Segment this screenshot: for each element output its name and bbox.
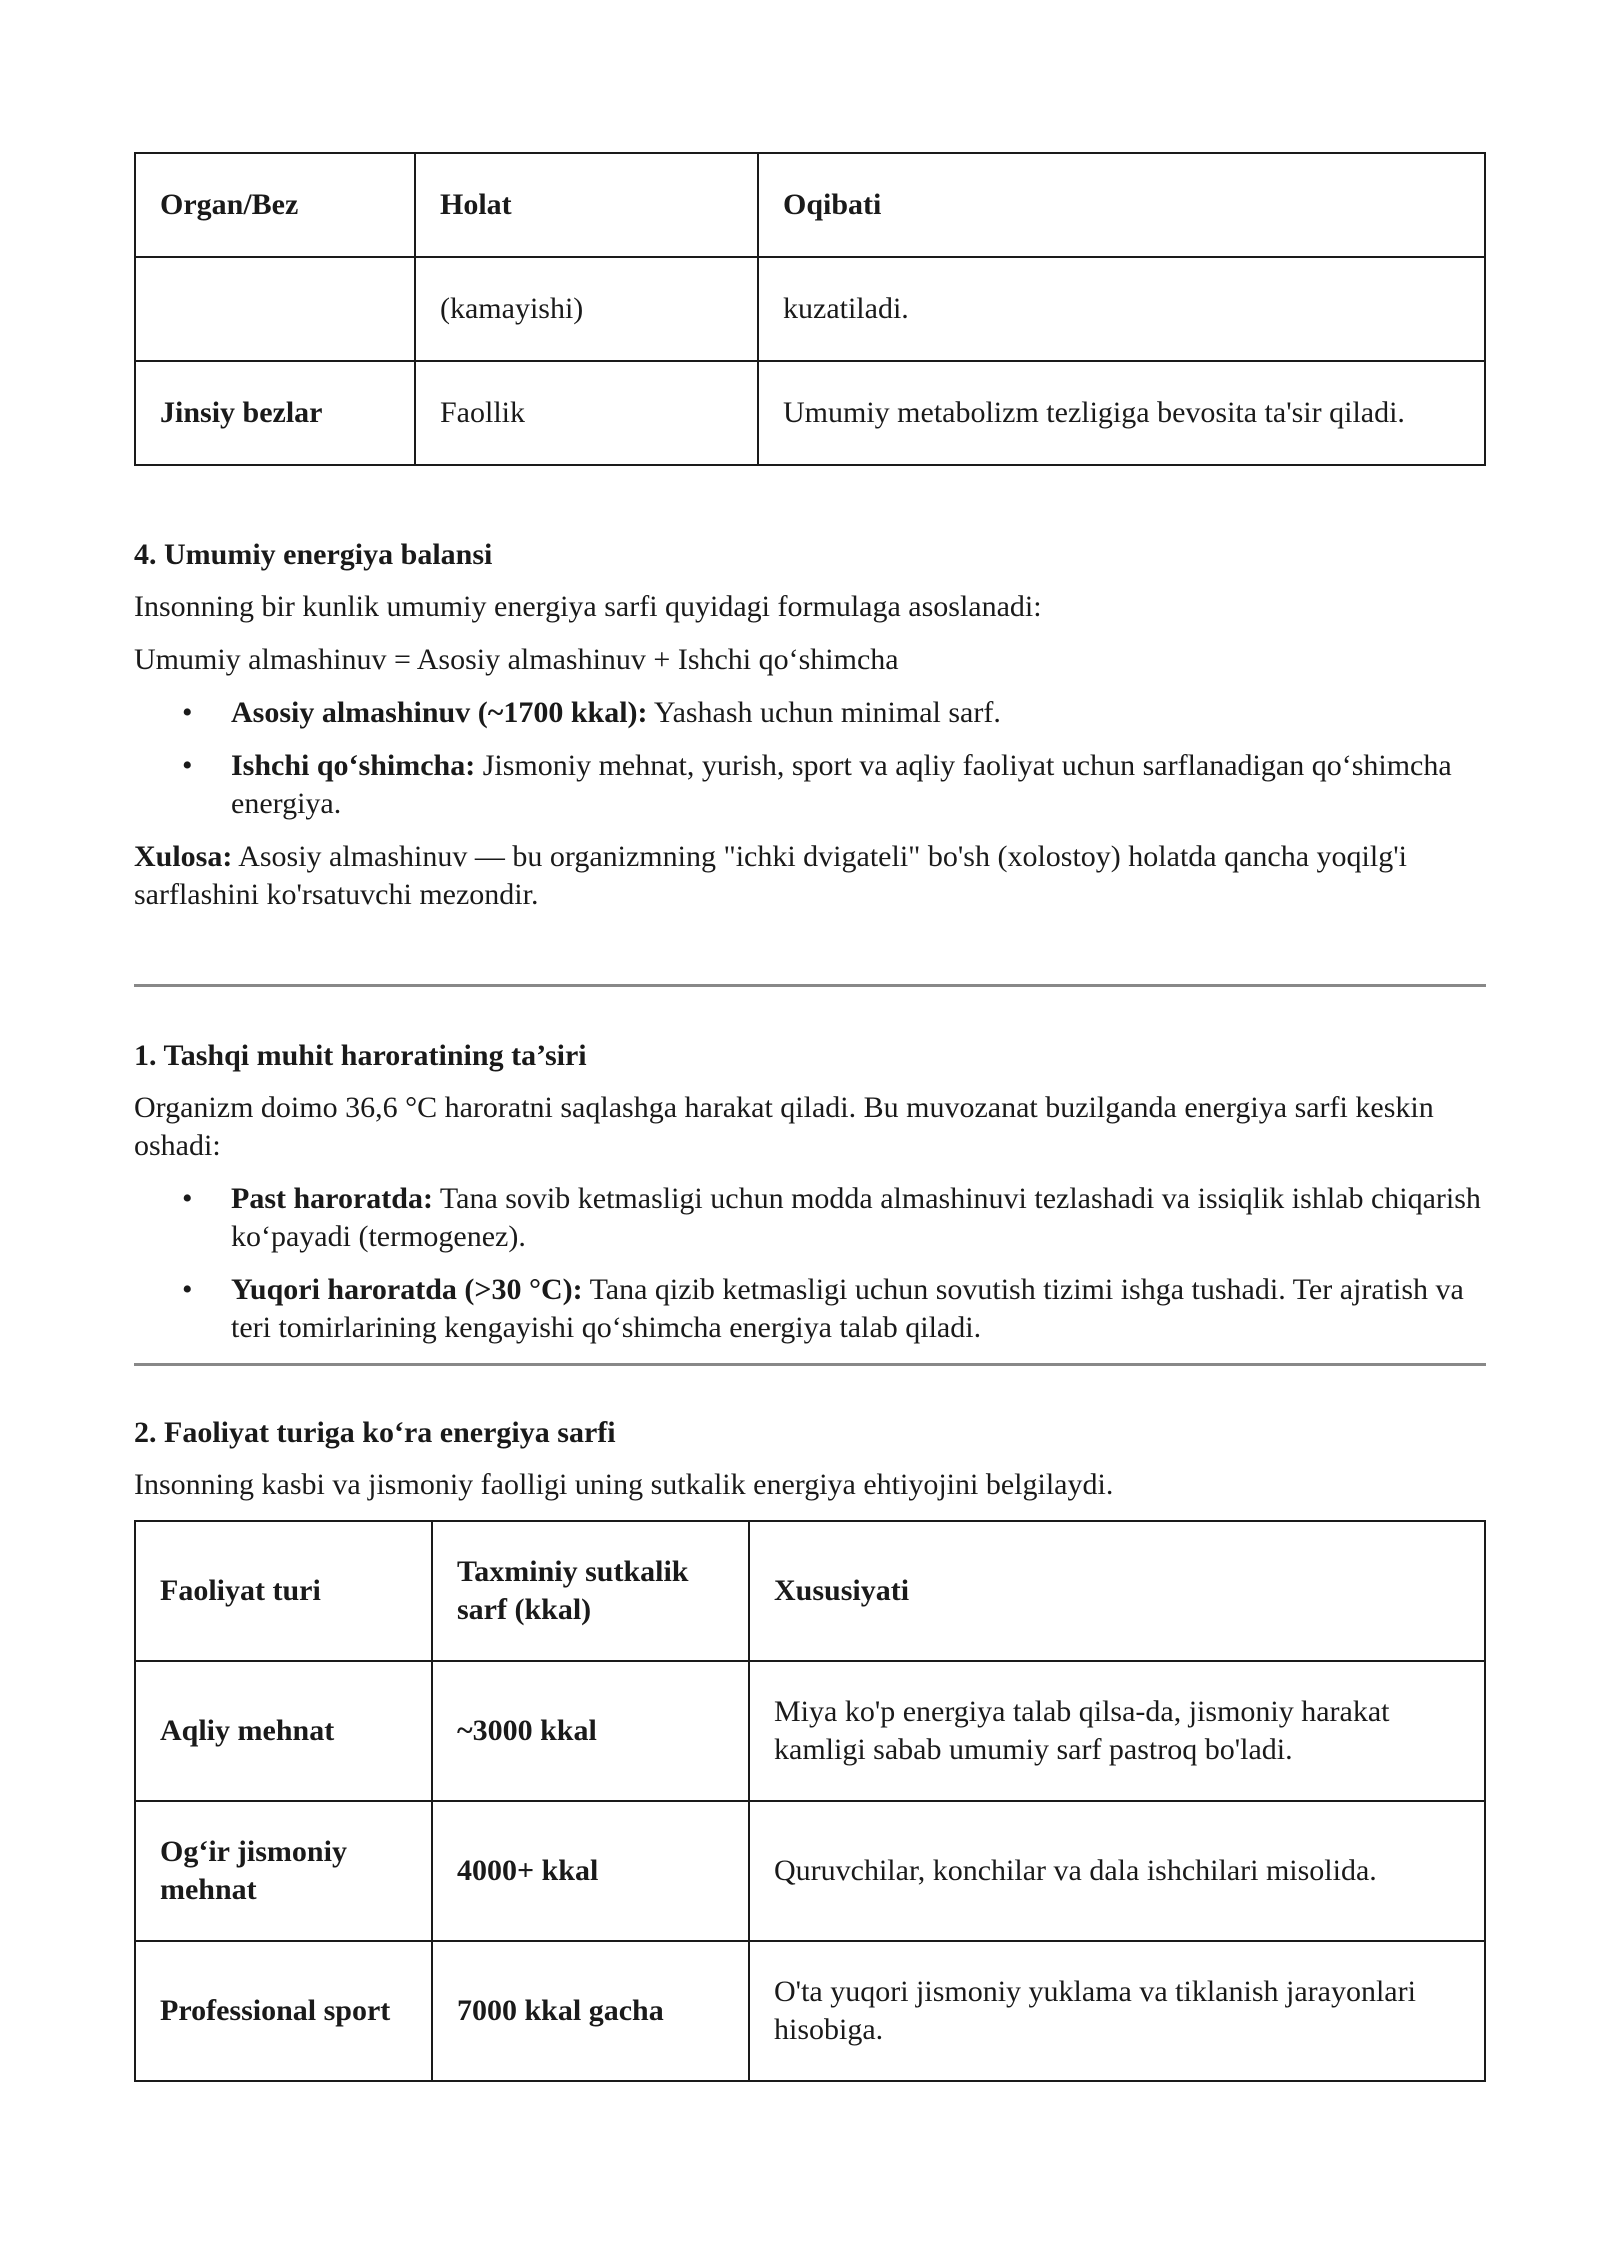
- table-cell: ~3000 kkal: [432, 1661, 749, 1801]
- list-item-label: Asosiy almashinuv (~1700 kkal):: [231, 696, 648, 729]
- document-page: [134, 152, 1486, 2082]
- table-cell: 4000+ kkal: [432, 1801, 749, 1941]
- divider: [134, 984, 1486, 987]
- formula: Umumiy almashinuv = Asosiy almashinuv + Ishchi qo‘shimcha: [134, 643, 899, 676]
- table-header-row: [135, 153, 1485, 257]
- table-cell: 7000 kkal gacha: [432, 1941, 749, 2081]
- list-item-label: Past haroratda:: [231, 1182, 433, 1215]
- list-item-label: Ishchi qo‘shimcha:: [231, 749, 476, 782]
- conclusion: [134, 838, 1486, 914]
- section-heading: 2. Faoliyat turiga ko‘ra energiya sarfi: [134, 1416, 616, 1449]
- paragraph: Insonning kasbi va jismoniy faolligi uning sutkalik energiya ehtiyojini belgilaydi.: [134, 1468, 1114, 1501]
- bullet-list: [134, 1180, 1486, 1347]
- table-cell: Jinsiy bezlar: [135, 361, 415, 465]
- table-row: [135, 361, 1485, 465]
- bullet-list: [134, 694, 1486, 823]
- bullet-icon: •: [182, 696, 193, 729]
- table-row: [135, 1941, 1485, 2081]
- table-header-cell: Xususiyati: [749, 1521, 1485, 1661]
- table-cell: Og‘ir jismoniy mehnat: [135, 1801, 432, 1941]
- table-header-cell: Holat: [415, 153, 758, 257]
- table-cell: Faollik: [415, 361, 758, 465]
- list-item-text: Tana sovib ketmasligi uchun modda almashinuvi tezlashadi va issiqlik ishlab chiqarish ko‘payadi (termogenez).: [231, 1182, 1481, 1253]
- table-cell: O'ta yuqori jismoniy yuklama va tiklanish jarayonlari hisobiga.: [749, 1941, 1485, 2081]
- list-item-text: Tana qizib ketmasligi uchun sovutish tizimi ishga tushadi. Ter ajratish va teri tomirlarining kengayishi qo‘shimcha energiya talab qiladi.: [231, 1273, 1464, 1344]
- table-cell: kuzatiladi.: [758, 257, 1485, 361]
- table-cell: Miya ko'p energiya talab qilsa-da, jismoniy harakat kamligi sabab umumiy sarf pastroq bo'ladi.: [749, 1661, 1485, 1801]
- table-header-cell: Oqibati: [758, 153, 1485, 257]
- list-item: [134, 694, 1486, 732]
- section-heading: 4. Umumiy energiya balansi: [134, 538, 493, 571]
- table-row: [135, 1801, 1485, 1941]
- section-heading: 1. Tashqi muhit haroratining ta’siri: [134, 1039, 587, 1072]
- list-item-text: Jismoniy mehnat, yurish, sport va aqliy faoliyat uchun sarflanadigan qo‘shimcha energiya.: [231, 749, 1452, 820]
- table-header-row: [135, 1521, 1485, 1661]
- section-energy-balance: [134, 536, 1486, 914]
- table-cell: [135, 257, 415, 361]
- organ-table: [134, 152, 1486, 466]
- conclusion-label: Xulosa:: [134, 840, 233, 873]
- table-header-cell: Taxminiy sutkalik sarf (kkal): [432, 1521, 749, 1661]
- table-cell: Aqliy mehnat: [135, 1661, 432, 1801]
- table-cell: Quruvchilar, konchilar va dala ishchilari misolida.: [749, 1801, 1485, 1941]
- list-item: [134, 747, 1486, 823]
- section-temperature: [134, 1037, 1486, 1347]
- table-cell: Professional sport: [135, 1941, 432, 2081]
- bullet-icon: •: [182, 1273, 193, 1306]
- table-cell: Umumiy metabolizm tezligiga bevosita ta'sir qiladi.: [758, 361, 1485, 465]
- list-item: [134, 1180, 1486, 1256]
- list-item-text: Yashash uchun minimal sarf.: [647, 696, 1001, 729]
- list-item-label: Yuqori haroratda (>30 °C):: [231, 1273, 583, 1306]
- conclusion-text: Asosiy almashinuv — bu organizmning "ichki dvigateli" bo'sh (xolostoy) holatda qancha yoqilg'i sarflashini ko'rsatuvchi mezondir.: [134, 840, 1407, 911]
- divider: [134, 1363, 1486, 1366]
- table-header-cell: Organ/Bez: [135, 153, 415, 257]
- table-row: [135, 257, 1485, 361]
- table-header-cell: Faoliyat turi: [135, 1521, 432, 1661]
- paragraph: Insonning bir kunlik umumiy energiya sarfi quyidagi formulaga asoslanadi:: [134, 590, 1042, 623]
- table-row: [135, 1661, 1485, 1801]
- activity-table: [134, 1520, 1486, 2082]
- paragraph: Organizm doimo 36,6 °C haroratni saqlashga harakat qiladi. Bu muvozanat buzilganda energiya sarfi keskin oshadi:: [134, 1091, 1434, 1162]
- bullet-icon: •: [182, 1182, 193, 1215]
- table-cell: (kamayishi): [415, 257, 758, 361]
- list-item: [134, 1271, 1486, 1347]
- section-activity: [134, 1414, 1486, 2082]
- bullet-icon: •: [182, 749, 193, 782]
